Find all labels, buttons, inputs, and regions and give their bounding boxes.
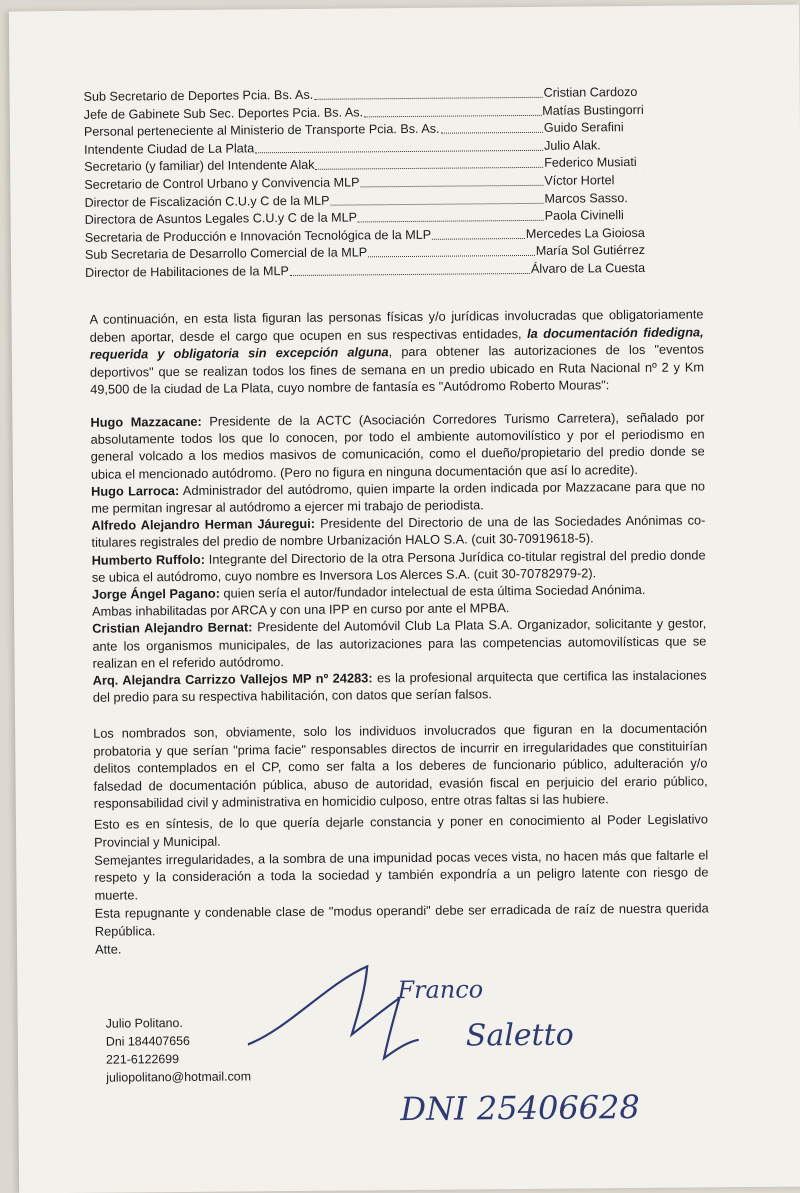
person-description: Integrante del Directorio de la otra Persona Jurídica co-titular registral del predio donde se ubica el autódromo, cuyo nombre es Inversora Los Alerces S.A. (cuit 30-70782979-2). bbox=[92, 547, 706, 585]
closing-line: Esto es en síntesis, de lo que quería dejarle constancia y poner en conocimiento al Poder Legislativo Provincial y Municipal. bbox=[94, 810, 708, 851]
intro-paragraph bbox=[89, 305, 704, 398]
person-name: Humberto Ruffolo: bbox=[92, 551, 205, 567]
closing-section bbox=[94, 810, 709, 958]
person-entry bbox=[93, 666, 707, 706]
dot-leader bbox=[364, 102, 541, 117]
signer-email: juliopolitano@hotmail.com bbox=[106, 1067, 251, 1086]
closing-line: Atte. bbox=[95, 935, 709, 958]
official-name: Guido Serafini bbox=[544, 119, 644, 137]
signer-dni: Dni 184407656 bbox=[106, 1031, 251, 1050]
intro-text-2: , para obtener las autorizaciones de los "eventos deportivos" que se realizan todos los fines de semana en un predio ubicado en Ruta Nacional nº 2 y Km 49,500 de la ciudad de La Plata, cuyo nombre de fantasía es "Autódromo Roberto Mouras": bbox=[90, 341, 704, 396]
official-role: Directora de Asuntos Legales C.U.y C de la MLP bbox=[85, 210, 357, 230]
person-description: quien sería el autor/fundador intelectual de esta última Sociedad Anónima. bbox=[220, 582, 646, 601]
official-role: Director de Habilitaciones de la MLP bbox=[85, 263, 289, 282]
official-role: Secretario de Control Urbano y Convivencia MLP bbox=[84, 174, 359, 194]
dot-leader bbox=[255, 138, 543, 154]
person-entry bbox=[91, 512, 705, 552]
person-description: Presidente del Directorio de una de las Sociedades Anónimas co-titulares registrales del predio de nombre Urbanización HALO S.A. (cuit 30-70919618-5). bbox=[91, 513, 705, 551]
person-description: Administrador del autódromo, quien imparte la orden indicada por Mazzacane para que no me permitan ingresar al autódromo a ejercer mi trabajo de periodista. bbox=[91, 478, 705, 516]
handwritten-first-name: Franco bbox=[396, 975, 483, 1004]
official-name: Marcos Sasso. bbox=[544, 189, 644, 207]
person-name: Arq. Alejandra Carrizzo Vallejos MP nº 24283: bbox=[93, 670, 373, 687]
signature-block bbox=[106, 1013, 251, 1086]
person-name: Hugo Mazzacane: bbox=[90, 414, 201, 430]
handwritten-dni: DNI 25406628 bbox=[399, 1088, 640, 1128]
official-role: Secretario (y familiar) del Intendente Alak bbox=[84, 157, 314, 177]
person-name: Cristian Alejandro Bernat: bbox=[92, 620, 252, 636]
official-role: Intendente Ciudad de La Plata bbox=[84, 140, 254, 159]
dot-leader bbox=[330, 190, 543, 205]
official-name: Paola Civinelli bbox=[545, 207, 645, 225]
person-name: Jorge Ángel Pagano: bbox=[92, 586, 220, 602]
person-description: Ambas inhabilitadas por ARCA y con una IPP en curso por ante el MPBA. bbox=[92, 600, 509, 619]
dot-leader bbox=[432, 226, 525, 240]
persons-list bbox=[90, 408, 707, 706]
official-role: Director de Fiscalización C.U.y C de la MLP bbox=[84, 192, 329, 212]
signer-phone: 221-6122699 bbox=[106, 1049, 251, 1068]
person-description: Presidente del Automóvil Club La Plata S.A. Organizador, solicitante y gestor, ante los organismos municipales, de las autorizaciones para las competencias automovilísticas que se realizan en el referido autódromo. bbox=[92, 616, 706, 671]
official-role: Secretaria de Producción e Innovación Tecnológica de la MLP bbox=[85, 227, 431, 248]
bleed-through-text: · · · · · · · · · · bbox=[590, 166, 660, 181]
official-name: Julio Alak. bbox=[544, 137, 644, 155]
officials-list bbox=[84, 84, 646, 282]
handwritten-last-name: Saletto bbox=[466, 1018, 574, 1054]
dot-leader bbox=[358, 208, 544, 223]
person-name: Hugo Larroca: bbox=[91, 483, 179, 499]
handwritten-signature bbox=[247, 945, 769, 1130]
official-name: Víctor Hortel bbox=[544, 172, 644, 190]
person-description: es la profesional arquitecta que certifica las instalaciones del predio para su respectiva habilitación, con datos que serían falsos. bbox=[93, 667, 707, 705]
dot-leader bbox=[368, 243, 535, 257]
person-entry bbox=[92, 546, 706, 586]
person-entry bbox=[92, 615, 706, 672]
intro-emphasis: la documentación fidedigna, requerida y obligatoria sin excepción alguna bbox=[90, 324, 704, 362]
official-name: Mercedes La Gioiosa bbox=[526, 225, 645, 244]
document-page bbox=[9, 5, 800, 1193]
dot-leader bbox=[315, 155, 543, 170]
signer-name: Julio Politano. bbox=[106, 1013, 251, 1032]
dot-leader bbox=[440, 120, 543, 134]
official-name: Cristian Cardozo bbox=[544, 84, 644, 102]
official-name: Matías Bustingorri bbox=[542, 102, 644, 120]
person-entry bbox=[91, 477, 705, 517]
closing-line: Semejantes irregularidades, a la sombra de una impunidad pocas veces vista, no hacen más que faltarle el respeto y la consideración a toda la sociedad y también expondría a un peligro latente con riesgo de muerte. bbox=[94, 846, 708, 905]
dot-leader bbox=[314, 85, 542, 100]
closing-line: Esta repugnante y condenable clase de "modus operandi" debe ser erradicada de raíz de nuestra querida República. bbox=[95, 899, 709, 940]
responsables-paragraph: Los nombrados son, obviamente, solo los individuos involucrados que figuran en la documentación probatoria y que serían "prima facie" responsables directos de incurrir en irregularidades que constituirían delitos contemplados en el CP, como ser falta a los deberes de funcionario público, adulteración y/o falsedad de documentación pública, abuso de autoridad, evasión fiscal en perjuicio del erario público, responsabilidad civil y administrativa en homicidio culposo, entre otras faltas si las hubiere. bbox=[93, 719, 708, 812]
dot-leader bbox=[360, 173, 543, 188]
person-description: Presidente de la ACTC (Asociación Corredores Turismo Carretera), señalado por absolutamente todos los que lo conocen, por todo el ambiente automovilístico y por el periodismo en general volcado a los medios masivos de comunicación, como el dueño/propietario del predio donde se ubica el mencionado autódromo. (Pero no figura en ninguna documentación que así lo acredite). bbox=[91, 409, 705, 481]
person-entry bbox=[90, 408, 705, 482]
official-role: Jefe de Gabinete Sub Sec. Deportes Pcia. Bs. As. bbox=[84, 104, 363, 124]
official-name: Federico Musiati bbox=[544, 154, 644, 172]
official-role: Sub Secretario de Deportes Pcia. Bs. As. bbox=[84, 87, 314, 107]
official-name: Álvaro de La Cuesta bbox=[531, 260, 645, 279]
official-role: Personal perteneciente al Ministerio de Transporte Pcia. Bs. As. bbox=[84, 121, 440, 142]
dot-leader bbox=[290, 261, 530, 276]
person-name: Alfredo Alejandro Herman Jáuregui: bbox=[91, 516, 315, 533]
official-name: María Sol Gutiérrez bbox=[536, 242, 645, 261]
signature-scribble bbox=[247, 966, 418, 1059]
official-role: Sub Secretaria de Desarrollo Comercial de la MLP bbox=[85, 245, 367, 265]
official-row bbox=[85, 260, 645, 282]
intro-text-1: A continuación, en esta lista figuran las personas físicas y/o jurídicas involucradas que obligatoriamente deben aportar, desde el cargo que ocupen en sus respectivas entidades, bbox=[89, 306, 703, 344]
